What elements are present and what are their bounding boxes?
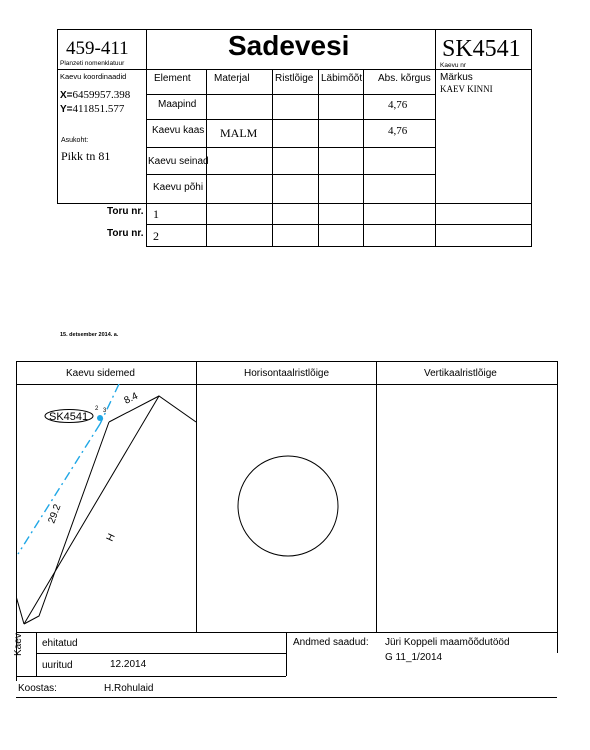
row-element: Kaevu kaas — [152, 125, 205, 136]
built-label: ehitatud — [42, 638, 78, 649]
horizontal-section-circle — [236, 454, 340, 558]
col-header-abs-height: Abs. kõrgus — [378, 73, 431, 84]
well-number-caption: Kaevu nr — [440, 62, 467, 69]
surveyed-date: 12.2014 — [110, 659, 147, 670]
coord-x-value: 6459957.398 — [72, 89, 131, 101]
house-label: H — [104, 532, 118, 544]
pipe-label: Toru nr. — [107, 206, 144, 217]
col-header-material: Materjal — [214, 73, 250, 84]
section-title-vertical: Vertikaalristlõige — [424, 368, 497, 379]
coord-y — [60, 99, 124, 117]
compiled-value: H.Rohulaid — [104, 683, 154, 694]
remark-value: KAEV KINNI — [440, 84, 493, 94]
well-number: SK4541 — [442, 36, 521, 62]
coords-label: Kaevu koordinaadid — [60, 72, 127, 81]
point-label: 3 — [103, 408, 107, 414]
well-links-sketch — [16, 384, 196, 632]
row-element: Kaevu põhi — [153, 182, 204, 193]
section-title-horizontal: Horisontaalristlõige — [244, 368, 330, 379]
row-element: Maapind — [158, 99, 197, 110]
dimension-label-29-2: 29.2 — [46, 502, 64, 526]
col-header-remark: Märkus — [440, 72, 473, 83]
side-label: Kaev — [13, 633, 24, 656]
coord-x-label: X= — [60, 90, 73, 101]
row-height: 4,76 — [388, 99, 408, 111]
data-source-value: Jüri Koppeli maamõõdutööd — [385, 637, 510, 648]
building-outline — [16, 396, 196, 624]
well-label: SK4541 — [49, 411, 89, 423]
coord-y-value: 411851.577 — [72, 103, 125, 115]
data-source-ref: G 11_1/2014 — [385, 652, 443, 663]
location-value: Pikk tn 81 — [61, 149, 111, 163]
col-header-cross-section: Ristlõige — [275, 73, 314, 84]
row-element: Kaevu seinad — [148, 156, 209, 167]
nomenclature-number: 459-411 — [66, 38, 129, 59]
well-marker — [45, 406, 107, 423]
pipe-number: 1 — [153, 207, 159, 221]
pipe-label: Toru nr. — [107, 228, 144, 239]
section-title-links: Kaevu sidemed — [66, 368, 135, 379]
location-label: Asukoht: — [61, 137, 89, 144]
col-header-diameter: Läbimõõt — [321, 73, 363, 84]
surveyed-label: uuritud — [42, 660, 73, 671]
data-source-label: Andmed saadud: — [293, 637, 369, 648]
row-height: 4,76 — [388, 125, 408, 137]
compiled-label: Koostas: — [18, 683, 57, 694]
dimension-label-8-4: 8.4 — [122, 390, 140, 407]
nomenclature-caption: Planzeti nomenklatuur — [60, 60, 125, 67]
col-header-element: Element — [154, 73, 191, 84]
point-label: 2 — [95, 406, 99, 412]
date-note: 15. detsember 2014. a. — [60, 332, 119, 338]
coord-y-label: Y= — [60, 104, 73, 115]
page-title: Sadevesi — [228, 30, 350, 61]
row-material: MALM — [220, 126, 258, 140]
pipe-number: 2 — [153, 229, 159, 243]
